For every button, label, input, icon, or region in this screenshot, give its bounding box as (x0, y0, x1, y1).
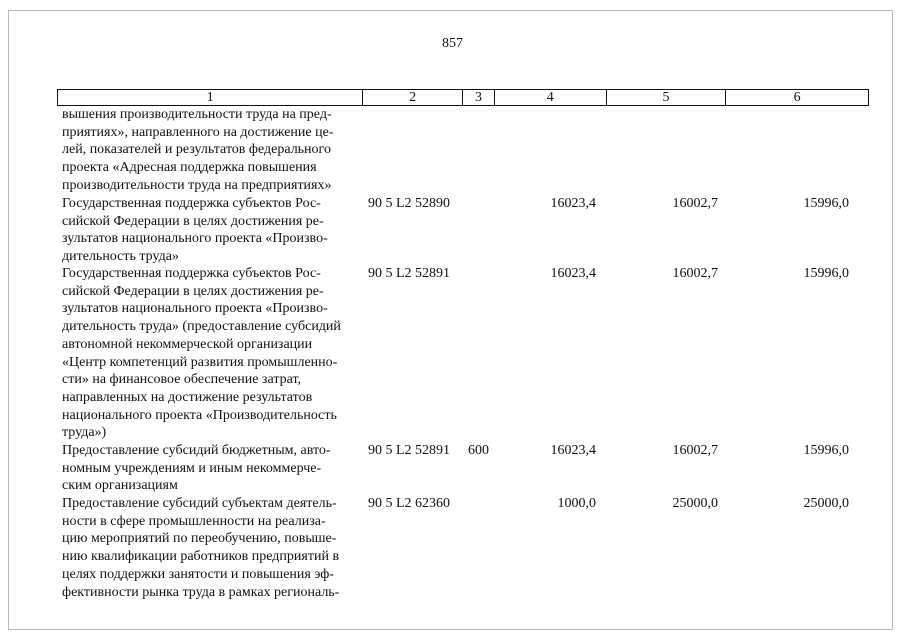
row-value-col-5: 16002,7 (672, 196, 718, 211)
row-expense-type: 600 (468, 443, 489, 458)
header-col-2: 2 (363, 90, 463, 105)
row-value-col-4: 16023,4 (550, 196, 596, 211)
row-value-col-6: 15996,0 (803, 196, 849, 211)
row-description: Предоставление субсидий субъектам деятель- ности в сфере промышленности на реализа- цию мероприятий по переобучению, повыше- нию квалификации работников предприятий в целях поддержки занятости и повышения эф- фективности рынка труда в рамках региональ- (62, 496, 340, 600)
row-target-code: 90 5 L2 62360 (368, 496, 451, 511)
row-value-col-5: 16002,7 (672, 266, 718, 281)
row-value-col-4: 16023,4 (550, 266, 596, 281)
row-description: Государственная поддержка субъектов Рос- сийской Федерации в целях достижения ре- зультатов национального проекта «Произво- дительность труда» (предоставление субсидий автономной некоммерческой организации «Центр компетенций развития промышленно- сти» на финансовое обеспечение затрат, направленных на достижение результатов национального проекта «Производительность труда») (62, 266, 341, 441)
row-description: Государственная поддержка субъектов Рос- сийской Федерации в целях достижения ре- зультатов национального проекта «Произво- дительность труда» (62, 196, 328, 265)
header-col-4: 4 (495, 90, 607, 105)
table-header (57, 89, 869, 106)
page-number: 857 (442, 36, 463, 51)
header-col-5: 5 (607, 90, 727, 105)
row-value-col-5: 16002,7 (672, 443, 718, 458)
row-value-col-4: 1000,0 (557, 496, 596, 511)
row-value-col-6: 25000,0 (803, 496, 849, 511)
row-value-col-4: 16023,4 (550, 443, 596, 458)
header-col-1: 1 (58, 90, 363, 105)
row-description: Предоставление субсидий бюджетным, авто- номным учреждениям и иным некоммерче- ским организациям (62, 443, 331, 494)
row-target-code: 90 5 L2 52891 (368, 266, 451, 281)
row-value-col-6: 15996,0 (803, 266, 849, 281)
header-col-3: 3 (463, 90, 495, 105)
row-description: вышения производительности труда на пред- приятиях», направленного на достижение це- лей, показателей и результатов федерального проекта «Адресная поддержка повышения производительности труда на предприятиях» (62, 107, 334, 193)
row-value-col-6: 15996,0 (803, 443, 849, 458)
row-target-code: 90 5 L2 52890 (368, 196, 451, 211)
header-col-6: 6 (793, 90, 801, 105)
row-value-col-5: 25000,0 (672, 496, 718, 511)
row-target-code: 90 5 L2 52891 (368, 443, 451, 458)
